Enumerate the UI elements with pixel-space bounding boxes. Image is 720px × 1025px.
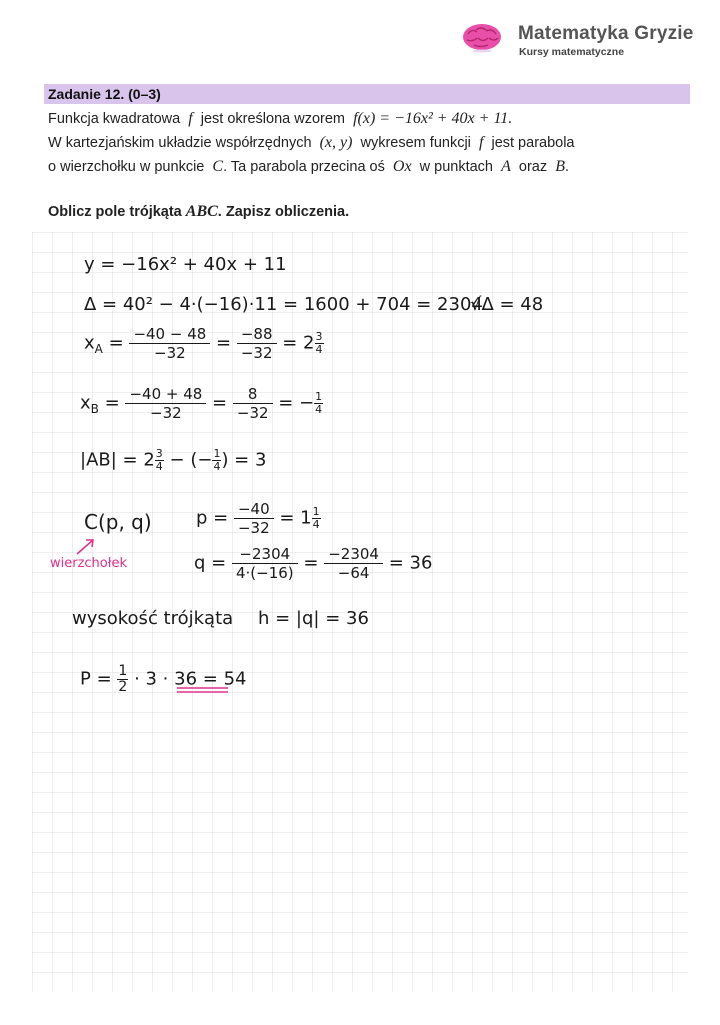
sqrt-delta: √Δ = 48 (470, 294, 544, 315)
area-result: = 54 (202, 668, 247, 690)
vertex-label: C(p, q) (84, 510, 152, 534)
ab-length-line: |AB| = 2 $\frac{3}{4}$ − (− $\frac{1}{4}$ ) = 3 (80, 447, 267, 473)
vertex-note: wierzchołek (50, 556, 127, 571)
task-instruction: Oblicz pole trójkąta ABC. Zapisz obliczenia. (48, 203, 350, 220)
xb-line: $x_B$ = $\frac{-40 + 48}{-32}$ = $\frac{8}{-32}$ = − $\frac{1}{4}$ (80, 385, 323, 422)
q-line: q = $\frac{-2304}{4\cdot(-16)}$ = $\frac{-2304}{-64}$ = 36 (194, 545, 433, 582)
xa-line: $x_A$ = $\frac{-40 - 48}{-32}$ = $\frac{-88}{-32}$ = 2 $\frac{3}{4}$ (84, 325, 323, 362)
answer-underline (176, 686, 230, 694)
height-value: h = |q| = 36 (258, 608, 369, 629)
brand-tagline: Kursy matematyczne (519, 46, 625, 58)
task-line-2: W kartezjańskim układzie współrzędnych (x, y) wykresem funkcji f jest parabola (48, 134, 575, 151)
task-title: Zadanie 12. (0–3) (48, 86, 161, 102)
task-line-1: Funkcja kwadratowa f jest określona wzorem f(x) = −16x² + 40x + 11. (48, 110, 513, 127)
p-line: p = $\frac{-40}{-32}$ = 1 $\frac{1}{4}$ (196, 500, 320, 537)
equation-line: y = −16x² + 40x + 11 (84, 254, 287, 275)
brand-name: Matematyka Gryzie (518, 23, 694, 44)
delta-line: Δ = 40² − 4·(−16)·11 = 1600 + 704 = 2304 (84, 294, 483, 315)
task-line-3: o wierzchołku w punkcie C. Ta parabola przecina oś Ox w punktach A oraz B. (48, 158, 569, 175)
function-formula: f(x) = −16x² + 40x + 11. (353, 110, 513, 127)
arrow-icon (74, 536, 98, 556)
height-label: wysokość trójkąta (72, 608, 234, 629)
brain-icon (462, 22, 502, 54)
area-line: P = $\frac{1}{2}$ · 3 · 36 = 54 (80, 663, 247, 695)
